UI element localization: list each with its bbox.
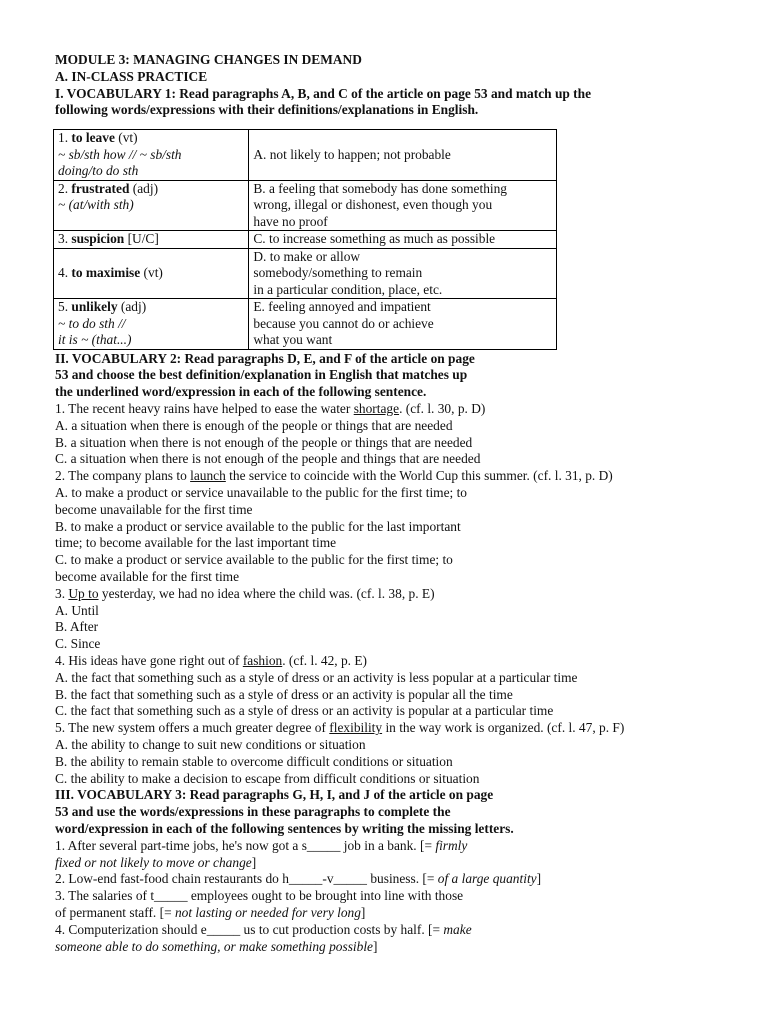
vocab3-sentence-4b: someone able to do something, or make something possible] (55, 938, 378, 954)
vocab3-sentence-1b: fixed or not likely to move or change] (55, 854, 257, 870)
question-stem: 5. The new system offers a much greater degree of flexibility in the way work is organized. (cf. l. 47, p. F) (55, 720, 625, 736)
vocab1-matching-table (53, 129, 557, 350)
vocab-table-row (54, 180, 557, 231)
answer-option: A. the ability to change to suit new conditions or situation (55, 737, 366, 753)
vocab3-sentence-2: 2. Low-end fast-food chain restaurants do h_____-v_____ business. [= of a large quantity] (55, 871, 542, 887)
vocab2-question-5 (55, 720, 715, 787)
answer-option: B. After (55, 619, 99, 635)
vocab-term-cell: 4. to maximise (vt) (54, 248, 249, 299)
answer-option: B. to make a product or service available to the public for the last important (55, 518, 461, 534)
answer-option: A. to make a product or service unavailable to the public for the first time; to (55, 485, 468, 501)
vocab-term-cell: 5. unlikely (adj) ~ to do sth // it is ~ (that...) (54, 299, 249, 350)
vocab-table-row (54, 299, 557, 350)
vocab-definition-cell: C. to increase something as much as possible (249, 231, 557, 249)
vocab3-sentence-3a: 3. The salaries of t_____ employees ought to be brought into line with those (55, 888, 464, 904)
vocab2-question-2 (55, 468, 715, 586)
question-stem: 4. His ideas have gone right out of fashion. (cf. l. 42, p. E) (55, 653, 368, 669)
vocab2-question-1 (55, 401, 715, 468)
question-stem: 3. Up to yesterday, we had no idea where the child was. (cf. l. 38, p. E) (55, 585, 435, 601)
answer-option: become available for the first time (55, 569, 240, 585)
vocab-term-cell: 2. frustrated (adj) ~ (at/with sth) (54, 180, 249, 231)
answer-option: A. a situation when there is enough of the people or things that are needed (55, 417, 453, 433)
answer-option: B. the fact that something such as a style of dress or an activity is popular all the time (55, 686, 513, 702)
vocab-definition-cell: A. not likely to happen; not probable (249, 130, 557, 181)
vocab-table-row (54, 130, 557, 181)
answer-option: A. the fact that something such as a style of dress or an activity is less popular at a particular time (55, 669, 578, 685)
vocab-definition-cell: D. to make or allow somebody/something to remain in a particular condition, place, etc. (249, 248, 557, 299)
document-page (55, 52, 715, 955)
answer-option: C. Since (55, 636, 101, 652)
vocab-table-row (54, 231, 557, 249)
vocab-definition-cell: B. a feeling that somebody has done something wrong, illegal or dishonest, even though you have no proof (249, 180, 557, 231)
answer-option: A. Until (55, 602, 99, 618)
answer-option: B. a situation when there is not enough of the people or things that are needed (55, 434, 473, 450)
vocab-table-row (54, 248, 557, 299)
vocab3-sentence-3b: of permanent staff. [= not lasting or needed for very long] (55, 904, 366, 920)
answer-option: time; to become available for the last important time (55, 535, 337, 551)
vocab-definition-cell: E. feeling annoyed and impatient because you cannot do or achieve what you want (249, 299, 557, 350)
question-stem: 2. The company plans to launch the service to coincide with the World Cup this summer. (cf. l. 31, p. D) (55, 468, 613, 484)
answer-option: B. the ability to remain stable to overcome difficult conditions or situation (55, 753, 453, 769)
vocab2-heading: II. VOCABULARY 2: Read paragraphs D, E, and F of the article on page 53 and choose the best definition/explanation in English that matches up the underlined word/expression in each of the following sentence. (55, 350, 475, 400)
vocab-term-cell: 1. to leave (vt) ~ sb/sth how // ~ sb/sth doing/to do sth (54, 130, 249, 181)
vocab3-sentence-1a: 1. After several part-time jobs, he's now got a s_____ job in a bank. [= firmly (55, 837, 468, 853)
vocab3-heading: III. VOCABULARY 3: Read paragraphs G, H, I, and J of the article on page 53 and use the words/expressions in these paragraphs to complete the word/expression in each of the following sentences by writing the missing letters. (55, 787, 514, 836)
question-stem: 1. The recent heavy rains have helped to ease the water shortage. (cf. l. 30, p. D) (55, 401, 486, 417)
vocab3-sentences (55, 838, 715, 956)
vocab-term-cell: 3. suspicion [U/C] (54, 231, 249, 249)
answer-option: C. the ability to make a decision to escape from difficult conditions or situation (55, 770, 480, 786)
answer-option: C. a situation when there is not enough of the people and things that are needed (55, 451, 481, 467)
vocab1-heading-line2: following words/expressions with their definitions/explanations in English. (55, 102, 479, 118)
vocab2-questions (55, 401, 715, 787)
vocab2-question-4 (55, 653, 715, 720)
answer-option: C. the fact that something such as a style of dress or an activity is popular at a particular time (55, 703, 554, 719)
answer-option: C. to make a product or service available to the public for the first time; to (55, 552, 453, 568)
vocab2-question-3 (55, 586, 715, 653)
page-title: MODULE 3: MANAGING CHANGES IN DEMAND (55, 52, 362, 67)
section-a-heading: A. IN-CLASS PRACTICE (55, 68, 208, 84)
vocab1-heading-line1: I. VOCABULARY 1: Read paragraphs A, B, and C of the article on page 53 and match up the (55, 85, 592, 101)
vocab3-sentence-4a: 4. Computerization should e_____ us to cut production costs by half. [= make (55, 921, 472, 937)
answer-option: become unavailable for the first time (55, 501, 253, 517)
